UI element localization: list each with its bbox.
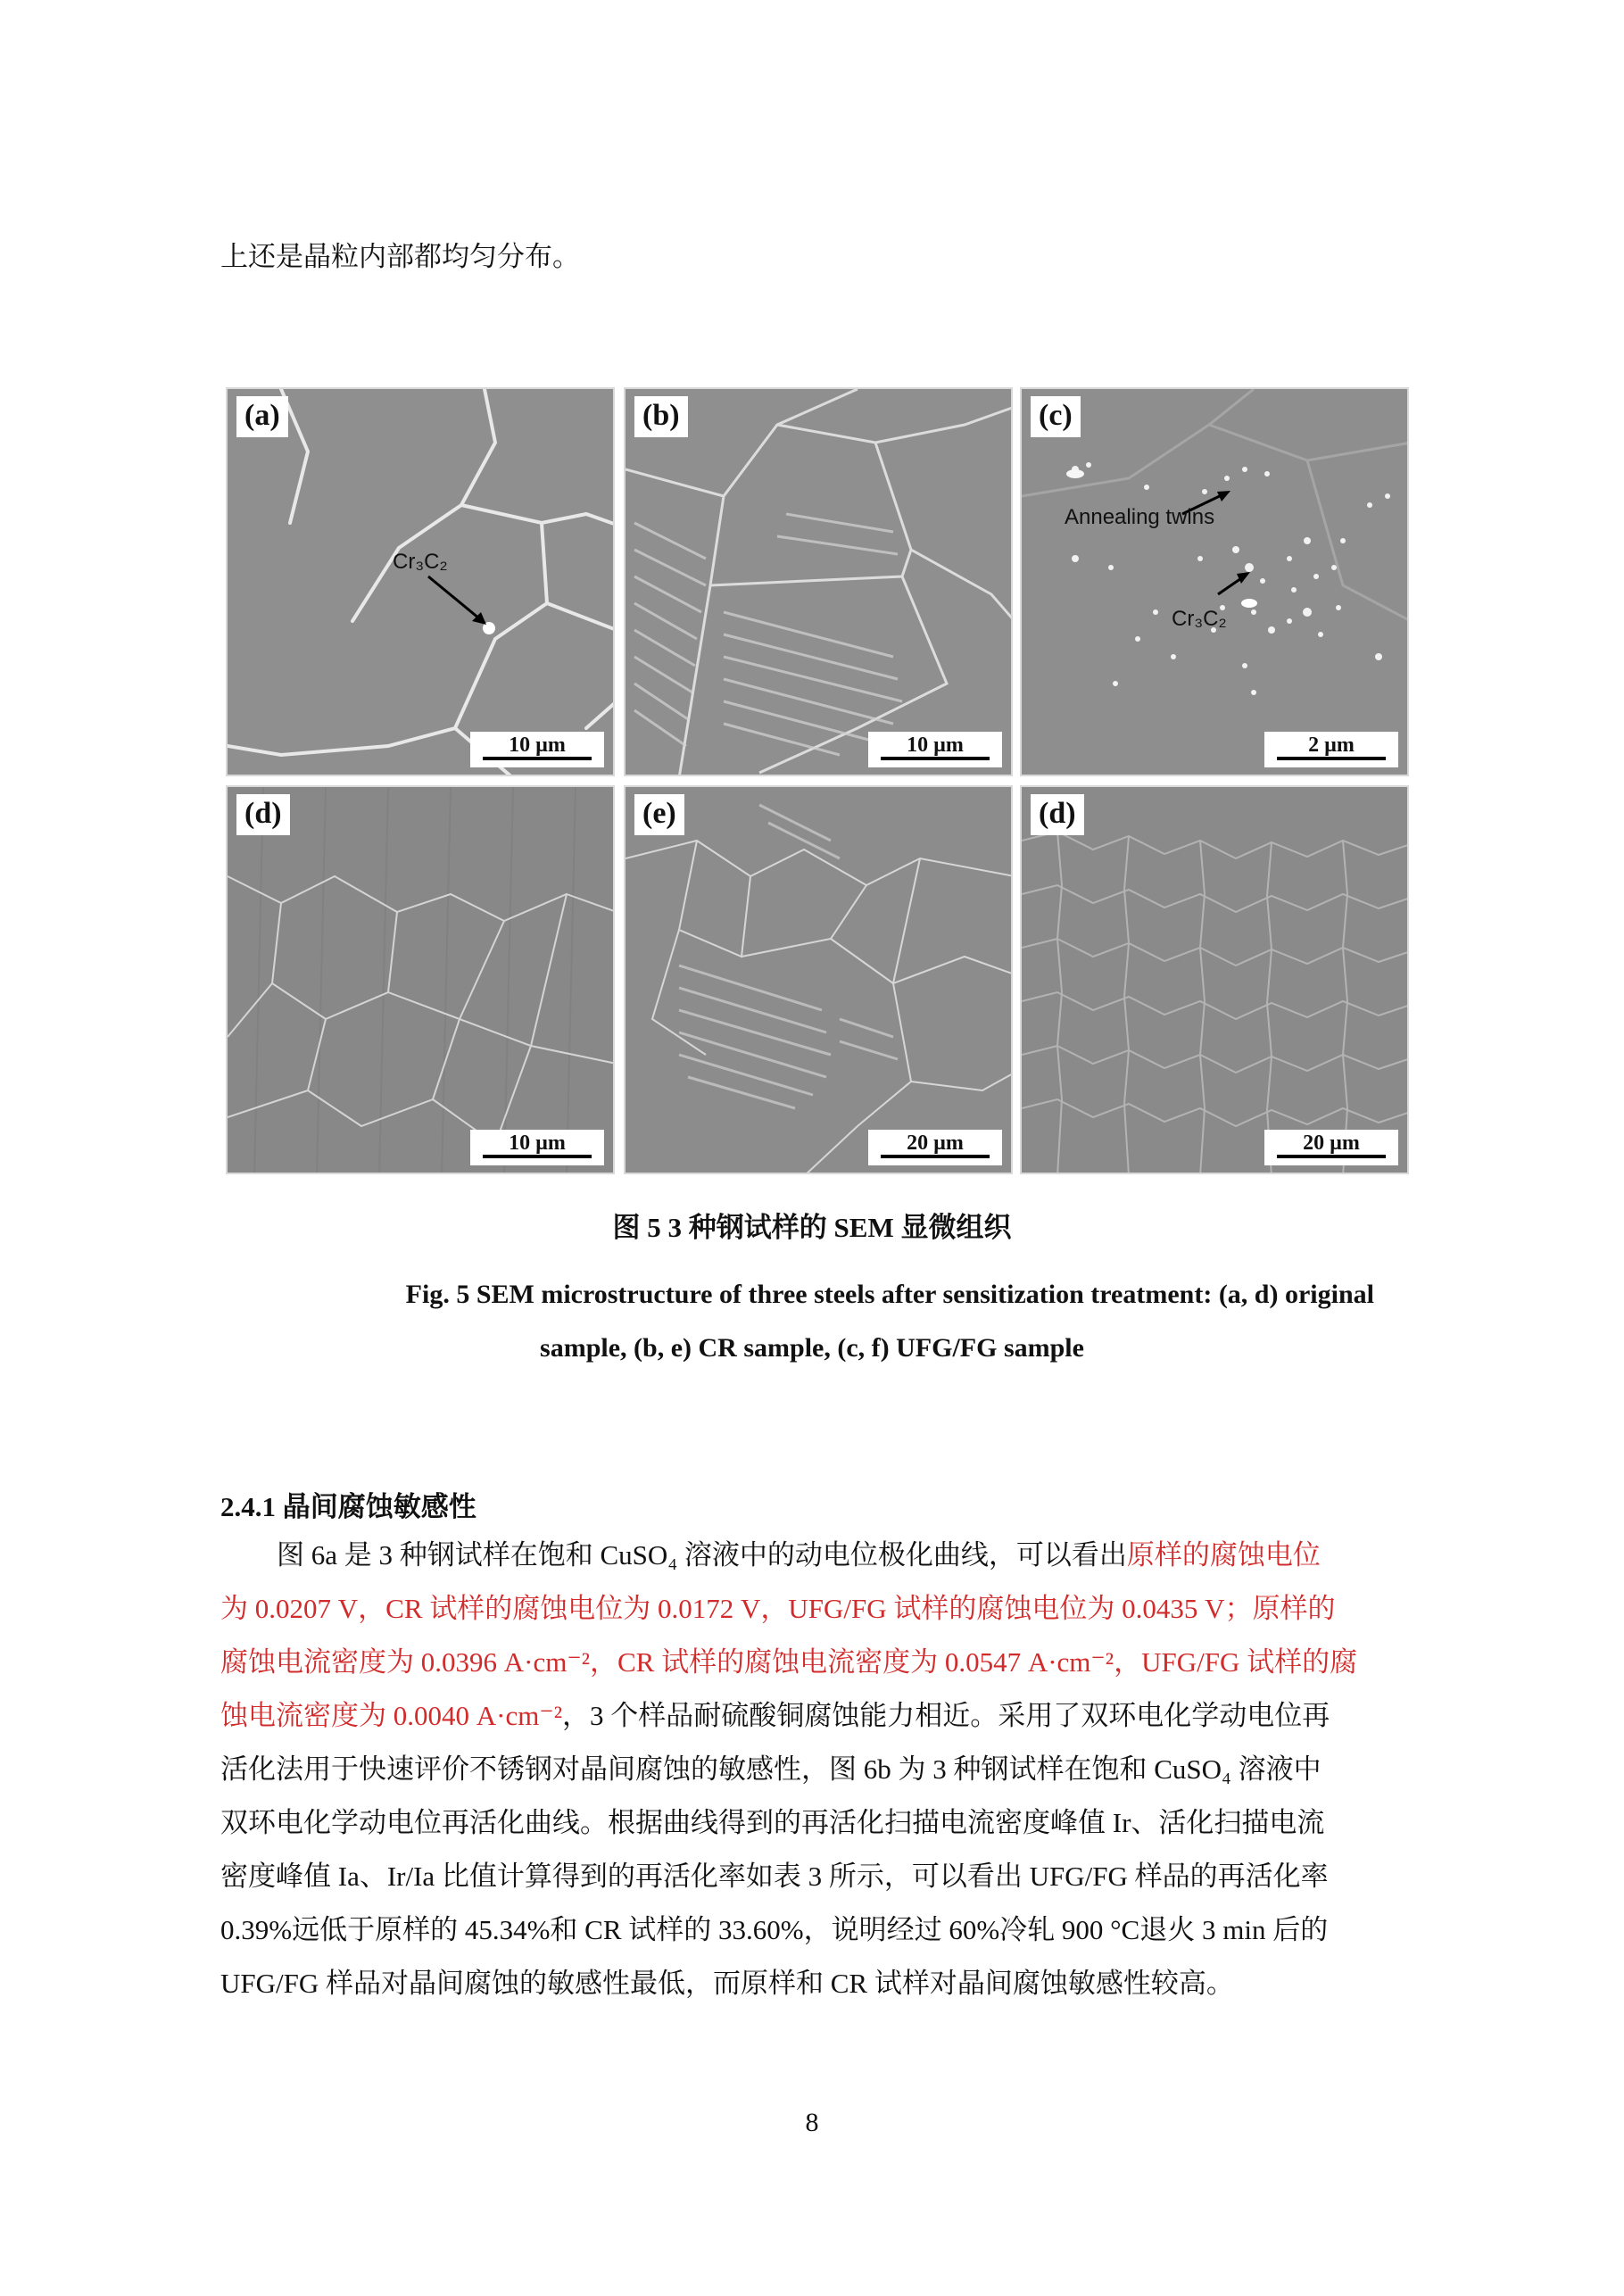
scale-bar-a: 10 µm [470,732,604,767]
sem-image-a [228,389,615,776]
panel-label-c: (c) [1031,396,1081,437]
body-line-9: UFG/FG 样品对晶间腐蚀的敏感性最低，而原样和 CR 试样对晶间腐蚀敏感性较高。 [220,1968,1234,1999]
sem-panel-a [226,387,615,776]
figure-caption-cn: 图 5 3 种钢试样的 SEM 显微组织 [612,1212,1012,1243]
scale-bar-f: 20 µm [1264,1130,1398,1165]
body-line-7: 密度峰值 Ia、Ir/Ia 比值计算得到的再活化率如表 3 所示，可以看出 UFG/FG 样品的再活化率 [220,1861,1329,1892]
panel-label-a: (a) [236,396,288,437]
scale-bar-b: 10 µm [868,732,1002,767]
figure-caption-en-line2: sample, (b, e) CR sample, (c, f) UFG/FG sample [540,1333,1084,1363]
sem-image-d [228,787,615,1174]
scale-bar-c: 2 µm [1264,732,1398,767]
panel-label-b: (b) [634,396,688,437]
sem-image-b [626,389,1013,776]
scale-bar-d: 10 µm [470,1130,604,1165]
annotation-cr3c2-a: Cr₃C₂ [393,550,448,574]
sem-image-e [626,787,1013,1174]
body-line-4: 蚀电流密度为 0.0040 A·cm⁻²，3 个样品耐硫酸铜腐蚀能力相近。采用了双环电化学动电位再 [220,1700,1330,1731]
body-line-3: 腐蚀电流密度为 0.0396 A·cm⁻²，CR 试样的腐蚀电流密度为 0.0547 A·cm⁻²，UFG/FG 试样的腐 [220,1646,1358,1678]
sem-image-c [1022,389,1409,776]
sem-panel-b [624,387,1013,776]
panel-label-d: (d) [236,794,290,835]
body-line-1: 图 6a 是 3 种钢试样在饱和 CuSO₄ 溶液中的动电位极化曲线，可以看出原样的腐蚀电位 [277,1539,1321,1571]
section-heading: 2.4.1 晶间腐蚀敏感性 [220,1491,476,1522]
panel-label-e: (e) [634,794,684,835]
sem-panel-c [1020,387,1409,776]
page-number: 8 [805,2108,819,2137]
sem-panel-e [624,785,1013,1174]
sem-image-f [1022,787,1409,1174]
body-line-6: 双环电化学动电位再活化曲线。根据曲线得到的再活化扫描电流密度峰值 Ir、活化扫描电流 [220,1807,1325,1838]
annotation-cr3c2-c: Cr₃C₂ [1172,607,1227,631]
sem-panel-d [226,785,615,1174]
figure-caption-en-line1: Fig. 5 SEM microstructure of three steels after sensitization treatment: (a, d) original [405,1280,1374,1309]
sem-panel-f [1020,785,1409,1174]
annotation-annealing-twins: Annealing twins [1065,505,1215,529]
body-line-2: 为 0.0207 V，CR 试样的腐蚀电位为 0.0172 V，UFG/FG 试样的腐蚀电位为 0.0435 V；原样的 [220,1593,1336,1624]
body-line-5: 活化法用于快速评价不锈钢对晶间腐蚀的敏感性，图 6b 为 3 种钢试样在饱和 CuSO₄ 溶液中 [220,1753,1322,1785]
scale-bar-e: 20 µm [868,1130,1002,1165]
body-line-8: 0.39%远低于原样的 45.34%和 CR 试样的 33.60%，说明经过 60%冷轧 900 °C退火 3 min 后的 [220,1914,1329,1945]
panel-label-f: (d) [1031,794,1084,835]
intro-line: 上还是晶粒内部都均匀分布。 [220,241,580,272]
